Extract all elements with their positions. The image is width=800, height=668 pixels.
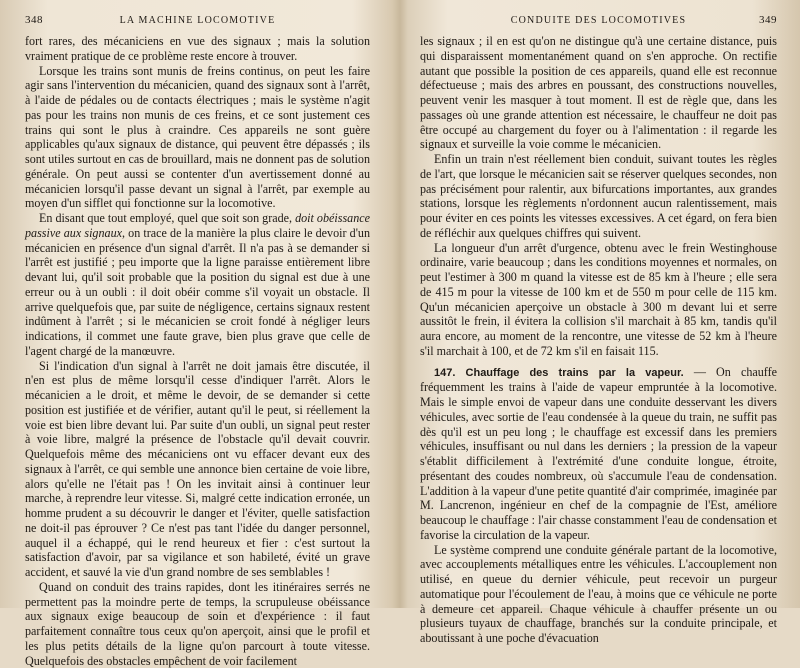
page-number: 348 [25, 14, 43, 26]
paragraph: fort rares, des mécaniciens en vue des signaux ; mais la solution vraiment pratique de ce problème reste encore à trouver. [25, 34, 370, 63]
right-page-body [420, 34, 777, 646]
text-run: , on trace de la manière la plus claire le devoir d'un mécanicien en présence d'un signal d'arrêt. Il n'a pas à se demander si l'arrêt est justifié ; peu importe que la ligne paraisse entièrement libre devant lui, qu'il soit probable que la position du signal est due à une erreur ou à un oubli : il doit obéir comme s'il voyait un obstacle. Il arrive quelquefois que, par suite de négligence, certains signaux restent indûment à l'arrêt ; si le mécanicien se croit fondé à négliger leurs indications, il commet une faute grave, bien plus grave que celle de l'agent chargé de la manœuvre. [25, 225, 370, 358]
paragraph [25, 211, 370, 359]
section-number: 147. [434, 366, 456, 379]
page-number: 349 [759, 14, 777, 26]
paragraph: La longueur d'un arrêt d'urgence, obtenu avec le frein Westinghouse ordinaire, varie beaucoup ; dans les conditions moyennes et normales, on peut l'estimer à 300 m quand la vitesse est de 85 km à l'heure ; elle sera de 415 m pour la vitesse de 100 km et de 550 m pour celle de 115 km. Qu'un mécanicien aperçoive un obstacle à 300 m devant lui et serre aussitôt le frein, il évitera la collision s'il marchait à 85 km, tandis qu'il aura encore, au moment de la rencontre, une vitesse de 52 km à l'heure s'il marchait à 100, et de 72 km s'il en faisait 115. [420, 240, 777, 358]
right-page-header [420, 14, 777, 30]
paragraph: les signaux ; il en est qu'on ne distingue qu'à une certaine distance, puis qui disparaissent momentanément quand on s'en approche. On rectifie autant que possible la position de ces appareils, quand elle est reconnue défectueuse ; mais des arbres en poussant, des constructions nouvelles, peuvent venir les masquer à tout moment. Il est de règle que, dans les passages où une grande attention est nécessaire, le chauffeur ne doit pas être occupé au chargement du foyer ou à l'alimentation : il regarde les signaux et surveille la voie comme le mécanicien. [420, 34, 777, 152]
emphasis: doit obéissance passive aux signaux [25, 211, 370, 240]
paragraph: Quand on conduit des trains rapides, dont les itinéraires serrés ne permettent pas la moindre perte de temps, la scrupuleuse obéissance aux signaux exige beaucoup de soin et d'expérience : il faut parfaitement connaître tous ceux qu'on aperçoit, ainsi que le profil et les plus petits détails de la ligne qu'on parcourt à toute vitesse. Quelquefois des obstacles empêchent de voir facilement [25, 579, 370, 668]
left-page [25, 14, 370, 668]
paragraph: Enfin un train n'est réellement bien conduit, suivant toutes les règles de l'art, que lorsque le mécanicien sait se réserver quelques secondes, non pas précisément pour ralentir, aux bifurcations importantes, aux grandes stations, lorsque les règlements n'ordonnent aucun ralentissement, mais pour éviter en ces points les vitesses excessives. A cet égard, on fera bien de réfléchir aux quelques chiffres qui suivent. [420, 152, 777, 240]
paragraph: Le système comprend une conduite générale partant de la locomotive, avec accouplements métalliques entre les véhicules. L'accouplement non utilisé, en queue du dernier véhicule, peut recevoir un purgeur automatique pour l'écoulement de l'eau, à moins que ce véhicule ne porte à demeure cet appareil. Chaque véhicule à chauffer présente un ou plusieurs tuyaux de chauffage, branchés sur la conduite principale, et aboutissant à une poche d'évacuation [420, 542, 777, 645]
running-title: LA MACHINE LOCOMOTIVE [119, 15, 276, 26]
left-page-body [25, 34, 370, 668]
section-text: — On chauffe fréquemment les trains à l'aide de vapeur empruntée à la locomotive. Mais le simple envoi de vapeur dans une conduite desservant les divers véhicules, avec sortie de l'eau condensée à la queue du train, ne suffit pas dès qu'il est un peu long ; le chauffage est excessif dans les premiers véhicules, insuffisant ou nul dans les derniers ; la pression de la vapeur s'établit difficilement à l'extrémité d'une conduite longue, étroite, présentant des coudes nombreux, où s'accumule l'eau de condensation. L'addition à la vapeur d'une petite quantité d'air comprimée, imaginée par M. Lancrenon, ingénieur en chef de la compagnie de l'Est, améliore beaucoup le chauffage : l'air chasse constamment l'eau de condensation et favorise la circulation de la vapeur. [420, 364, 777, 542]
section-147 [420, 365, 777, 543]
left-page-header [25, 14, 370, 30]
paragraph: Si l'indication d'un signal à l'arrêt ne doit jamais être discutée, il n'en est plus de même lorsqu'il cesse d'indiquer l'arrêt. Alors le mécanicien a le droit, et même le devoir, de se demander si cette position est justifiée et de vérifier, autant qu'il le peut, si réellement la voie est bien libre devant lui. Par suite d'un oubli, un signal peut rester à voie libre, malgré la présence de l'obstacle qu'il devait couvrir. Quelquefois même des mécaniciens ont vu effacer devant eux des signaux à l'arrêt, ce qui semble une annonce bien certaine de voie libre, alors qu'elle ne l'était pas ! On les invitait ainsi à continuer leur marche, à reprendre leur vitesse. Si, malgré cette indication erronée, un homme prudent a su découvrir le danger et l'éviter, quelle satisfaction ne doit-il pas éprouver ? Ce n'est pas tant l'idée du danger personnel, auquel il a échappé, qui le rend heureux et fier : c'est surtout la satisfaction d'avoir, par sa vigilance et son habileté, évité un grave accident, et sauvé la vie d'un grand nombre de ses semblables ! [25, 358, 370, 579]
running-title: CONDUITE DES LOCOMOTIVES [510, 15, 687, 26]
section-title: Chauffage des trains par la vapeur. [465, 366, 684, 379]
right-page [420, 14, 777, 645]
paragraph: Lorsque les trains sont munis de freins continus, on peut les faire agir sans l'intervention du mécanicien, quand des signaux sont à l'arrêt, à l'aide de pédales ou de contacts électriques ; mais le système n'agit pas pour les trains non munis de ces freins, et ce sont justement ces trains qui sont le plus à craindre. Ces appareils ne sont guère applicables qu'aux signaux de distance, qui peuvent être dépassés ; ils sont utiles surtout en cas de brouillard, mais ne donnent pas de solution générale. On peut aussi se contenter d'un avertissement donné au mécanicien lorsqu'il passe devant un signal à l'arrêt, par exemple au moyen d'un sifflet qui fonctionne sur la locomotive. [25, 63, 370, 211]
text-run: En disant que tout employé, quel que soit son grade, [39, 211, 296, 225]
